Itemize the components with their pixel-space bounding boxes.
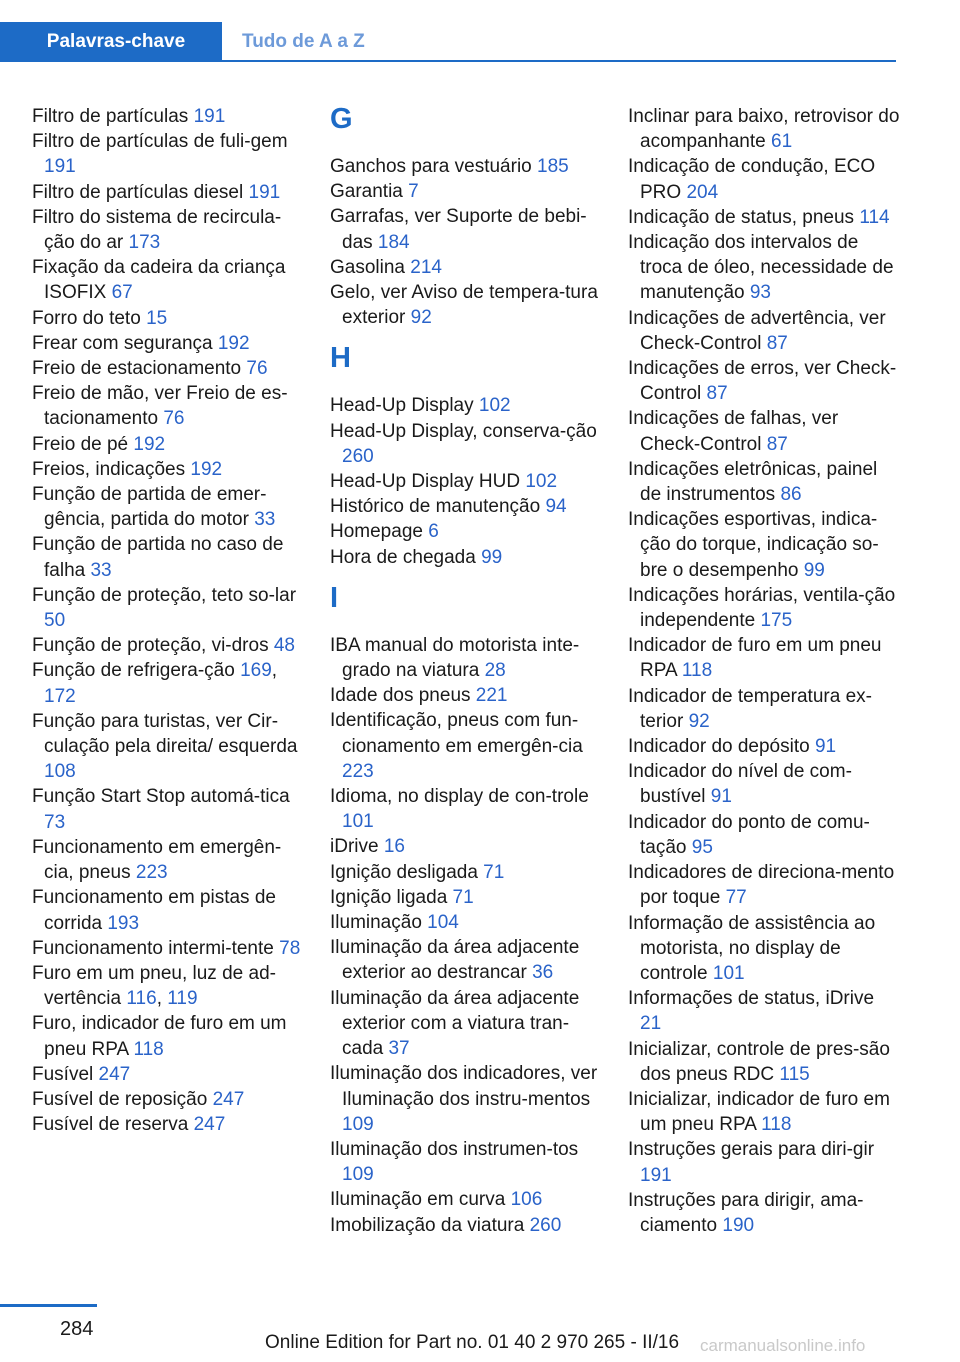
index-entry-text: Filtro de partículas de fuli‐gem <box>32 131 288 153</box>
page-number: 284 <box>60 1318 94 1340</box>
index-entry-text: Garantia <box>330 181 403 203</box>
page-link[interactable]: 87 <box>766 332 788 354</box>
page-link[interactable]: 115 <box>779 1063 810 1085</box>
page-link[interactable]: 247 <box>98 1063 131 1085</box>
index-entry <box>628 230 900 306</box>
page-link[interactable]: 50 <box>44 610 66 632</box>
index-entry-text: Garrafas, ver Suporte de bebi‐das <box>330 206 587 253</box>
index-letter-heading: I <box>330 581 339 614</box>
page-link[interactable]: 36 <box>532 962 554 984</box>
index-entry <box>32 457 304 482</box>
index-entry-text: Funcionamento em emergên‐cia, pneus <box>32 836 282 884</box>
index-entry-text: Indicação dos intervalos de troca de óleo, necessidade de manutenção <box>628 232 894 304</box>
index-entry-text: Iluminação <box>330 912 422 934</box>
header-divider <box>0 60 896 62</box>
index-entry <box>32 331 304 356</box>
index-entry-text: Frear com segurança <box>32 332 213 354</box>
page-link[interactable]: 99 <box>481 546 503 568</box>
index-entry-text: Indicações horárias, ventila‐ção independente <box>628 584 896 632</box>
index-entry-text: Imobilização da viatura <box>330 1214 525 1236</box>
index-entry <box>628 759 900 809</box>
page-link[interactable]: 191 <box>640 1164 672 1186</box>
index-entry-text: Hora de chegada <box>330 546 476 568</box>
index-entry <box>628 104 900 154</box>
page-link[interactable]: 175 <box>760 610 793 632</box>
index-entry <box>32 381 304 431</box>
index-entry-text: Função para turistas, ver Cir‐culação pela direita/ esquerda <box>32 710 298 758</box>
page-link[interactable]: 48 <box>273 635 295 657</box>
page-link[interactable]: 37 <box>388 1038 410 1060</box>
index-entry <box>330 179 602 204</box>
index-letter-heading: H <box>330 342 351 375</box>
page-link[interactable]: 102 <box>525 471 558 493</box>
page-link[interactable]: 260 <box>342 445 374 467</box>
index-entry <box>628 633 900 683</box>
page-link[interactable]: 15 <box>146 307 168 329</box>
index-entry <box>32 306 304 331</box>
index-entry <box>32 784 304 834</box>
page-link[interactable]: 221 <box>475 685 508 707</box>
index-entry <box>330 280 602 330</box>
index-entry <box>628 684 900 734</box>
page-link[interactable]: 118 <box>681 660 713 682</box>
index-entry-text: IBA manual do motorista inte‐grado na viatura <box>330 634 580 682</box>
index-entry-text: Função de proteção, teto so‐lar <box>32 584 297 606</box>
index-entry-text: Gasolina <box>330 256 405 278</box>
page-link[interactable]: 104 <box>427 912 459 934</box>
index-entry <box>32 885 304 935</box>
page-link[interactable]: 91 <box>710 786 732 808</box>
page-link[interactable]: 101 <box>712 962 745 984</box>
index-entry-text: iDrive <box>330 836 379 858</box>
index-entry <box>32 255 304 305</box>
page-link[interactable]: 91 <box>814 736 837 758</box>
index-entry-text: Indicador de furo em um pneu RPA <box>628 635 882 682</box>
index-entry-text: Informações de status, iDrive <box>628 988 875 1010</box>
index-letter-heading: G <box>330 103 353 135</box>
page-link[interactable]: 108 <box>44 761 76 783</box>
index-entry <box>628 1037 900 1087</box>
index-entry-text: Indicações de erros, ver Check-Control <box>628 358 897 405</box>
index-entry <box>330 1137 602 1187</box>
index-entry-text: Iluminação dos instrumen‐tos <box>330 1138 579 1160</box>
page-link[interactable]: 191 <box>193 106 226 127</box>
index-entry-text: Freios, indicações <box>32 458 186 480</box>
index-entry-text: Indicações eletrônicas, painel de instrumentos <box>628 458 878 506</box>
page-link[interactable]: 76 <box>246 358 268 380</box>
page-link[interactable]: 172 <box>44 685 76 707</box>
page-link[interactable]: 86 <box>780 484 802 506</box>
index-entry <box>32 1087 304 1112</box>
index-entry <box>32 936 304 961</box>
watermark: carmanualsonline.info <box>700 1336 866 1355</box>
index-entry-text: Ignição desligada <box>330 861 478 883</box>
index-column-2 <box>330 104 602 1238</box>
page-link[interactable]: 173 <box>128 232 161 254</box>
index-entry <box>628 583 900 633</box>
footer-accent-line <box>0 1304 97 1307</box>
page-header <box>0 0 960 62</box>
page-link[interactable]: 223 <box>135 862 168 884</box>
index-entry <box>628 734 900 759</box>
index-entry-text: Iluminação da área adjacente exterior com a viatura tran‐cada <box>330 987 580 1060</box>
index-entry <box>32 583 304 633</box>
index-entry: Furo em um pneu, luz de ad‐vertência 116, 119 <box>32 962 276 1010</box>
page-link[interactable]: 204 <box>686 181 719 203</box>
page-link[interactable]: 223 <box>342 760 374 782</box>
index-entry <box>628 1188 900 1238</box>
index-entry <box>628 306 900 356</box>
index-entry <box>628 457 900 507</box>
index-entry-text: Idioma, no display de con‐trole <box>330 786 589 808</box>
page-link[interactable]: 192 <box>217 332 250 354</box>
index-entry-text: Head-Up Display, conserva‐ção <box>330 420 597 442</box>
index-entry <box>330 154 602 179</box>
index-entry-text: Ganchos para vestuário <box>330 156 532 177</box>
index-entry-text: Filtro de partículas <box>32 106 189 127</box>
index-entry-text: Inclinar para baixo, retrovisor do acompanhante <box>628 106 900 153</box>
index-entry-text: Filtro do sistema de recircula‐ção do ar <box>32 206 282 254</box>
index-entry: Função de refrigera‐ção 169, 172 <box>32 660 278 707</box>
index-entry <box>32 482 304 532</box>
page-link[interactable]: 67 <box>111 282 133 304</box>
index-entry-text: Inicializar, indicador de furo em um pneu RPA <box>628 1088 890 1136</box>
index-entry <box>330 683 602 708</box>
page-link[interactable]: 116 <box>126 988 157 1010</box>
index-entry-text: Fusível <box>32 1063 94 1085</box>
index-entry <box>330 1187 602 1212</box>
index-entry-text: Fusível de reposição <box>32 1088 208 1110</box>
index-entry <box>330 708 602 784</box>
index-entry <box>330 393 602 418</box>
page-link[interactable]: 169 <box>240 660 272 682</box>
page-link[interactable]: 33 <box>254 509 276 531</box>
page-link[interactable]: 102 <box>478 395 511 417</box>
page-link[interactable]: 71 <box>452 886 474 908</box>
index-entry-text: Furo, indicador de furo em um pneu RPA <box>32 1013 287 1060</box>
index-entry <box>628 1137 900 1187</box>
page-link[interactable]: 118 <box>761 1114 792 1136</box>
page-link[interactable]: 247 <box>193 1114 226 1136</box>
page-link[interactable]: 77 <box>725 887 747 909</box>
index-entry-text: Indicações de falhas, ver Check-Control <box>628 408 839 455</box>
index-entry <box>330 545 602 570</box>
page-link[interactable]: 118 <box>133 1038 164 1060</box>
index-entry <box>628 1087 900 1137</box>
index-entry <box>32 1112 304 1137</box>
page-link[interactable]: 16 <box>383 836 405 858</box>
page-link[interactable]: 28 <box>484 660 506 682</box>
index-entry-text: Forro do teto <box>32 307 141 329</box>
page-link[interactable]: 247 <box>212 1088 245 1110</box>
index-entry <box>32 532 304 582</box>
index-entry <box>32 709 304 785</box>
index-entry <box>628 205 900 230</box>
page-link[interactable]: 106 <box>510 1189 543 1211</box>
index-entry <box>330 469 602 494</box>
index-entry-text: Idade dos pneus <box>330 685 471 707</box>
page-link[interactable]: 6 <box>428 521 439 543</box>
index-entry-text: Indicação de condução, ECO PRO <box>628 156 876 203</box>
page-link[interactable]: 119 <box>167 988 198 1010</box>
index-entry-text: Função de partida de emer‐gência, partida do motor <box>32 484 267 531</box>
index-entry-text: Indicador de temperatura ex‐terior <box>628 685 872 732</box>
index-entry-text: Instruções para dirigir, ama‐ciamento <box>628 1189 864 1236</box>
index-entry <box>32 835 304 885</box>
index-entry-text: Funcionamento em pistas de corrida <box>32 887 276 934</box>
index-entry-text: Furo em um pneu, luz de ad‐vertência <box>32 962 276 1010</box>
page-link[interactable]: 87 <box>706 383 728 405</box>
index-entry-text: Freio de mão, ver Freio de es‐tacionamento <box>32 383 288 430</box>
index-entry-text: Indicador do nível de com‐bustível <box>628 761 852 808</box>
index-entry <box>330 519 602 544</box>
edition-note: Online Edition for Part no. 01 40 2 970 265 - II/16 <box>265 1332 680 1353</box>
index-entry-text: Função Start Stop automá‐tica <box>32 786 290 808</box>
index-entry <box>628 507 900 583</box>
index-entry-text: Indicador do ponto de comu‐tação <box>628 811 870 858</box>
page-link[interactable]: 184 <box>377 231 410 253</box>
index-entry-text: Iluminação da área adjacente exterior ao destrancar <box>330 937 580 984</box>
page-link[interactable]: 192 <box>133 433 166 455</box>
index-entry-text: Ignição ligada <box>330 886 448 908</box>
index-entry <box>330 255 602 280</box>
index-entry-text: Histórico de manutenção <box>330 496 541 518</box>
page-link[interactable]: 71 <box>483 861 505 883</box>
index-entry-text: Iluminação dos indicadores, ver Iluminação dos instru‐mentos <box>330 1063 598 1110</box>
index-entry-text: Indicações de advertência, ver Check-Control <box>628 307 886 354</box>
index-entry <box>628 986 900 1036</box>
page-link[interactable]: 92 <box>688 710 710 732</box>
page-link[interactable]: 190 <box>722 1214 755 1236</box>
index-entry <box>330 885 602 910</box>
index-entry-text: Iluminação em curva <box>330 1189 506 1211</box>
index-entry <box>32 104 304 129</box>
index-entry-text: Funcionamento intermi‐tente <box>32 937 274 959</box>
index-entry-text: Indicação de status, pneus <box>628 206 855 228</box>
index-entry <box>330 633 602 683</box>
index-entry <box>330 419 602 469</box>
index-entry <box>628 810 900 860</box>
page-link[interactable]: 193 <box>107 912 140 934</box>
index-entry <box>628 154 900 204</box>
page-link[interactable]: 87 <box>766 433 788 455</box>
index-entry <box>330 986 602 1062</box>
index-entry <box>330 1061 602 1137</box>
index-entry <box>32 205 304 255</box>
index-entry-text: Instruções gerais para diri‐gir <box>628 1139 875 1161</box>
index-entry-text: Informação de assistência ao motorista, no display de controle <box>628 912 876 984</box>
index-entry-text: Identificação, pneus com fun‐cionamento em emergên‐cia <box>330 710 583 757</box>
index-entry-text: Freio de pé <box>32 433 129 455</box>
index-entry <box>32 1062 304 1087</box>
page-link[interactable]: 33 <box>90 559 112 581</box>
page-link[interactable]: 92 <box>410 307 432 329</box>
index-entry-text: Indicadores de direciona‐mento por toque <box>628 862 895 909</box>
index-entry <box>330 494 602 519</box>
index-entry <box>32 356 304 381</box>
page-link[interactable]: 76 <box>163 408 185 430</box>
index-entry-text: Freio de estacionamento <box>32 358 242 380</box>
page-link[interactable]: 109 <box>342 1113 374 1135</box>
index-column-1 <box>32 104 304 1137</box>
page-link[interactable]: 185 <box>537 156 569 177</box>
page-link[interactable]: 95 <box>691 836 713 858</box>
page-link[interactable]: 260 <box>529 1214 562 1236</box>
index-entry <box>628 911 900 987</box>
page-link[interactable]: 7 <box>408 181 419 203</box>
index-column-3 <box>628 104 900 1238</box>
index-entry-text: Função de refrigera‐ção <box>32 660 235 682</box>
tab-tudo-de-a-a-z[interactable]: Tudo de A a Z <box>242 31 365 52</box>
index-entry-text: Indicador do depósito <box>628 736 810 758</box>
index-entry-text: Indicações esportivas, indica‐ção do torque, indicação so‐bre o desempenho <box>628 509 879 581</box>
page-link[interactable]: 109 <box>342 1164 374 1186</box>
index-entry <box>32 633 304 658</box>
page-link[interactable]: 94 <box>545 496 567 518</box>
index-entry <box>330 1213 602 1238</box>
page-link[interactable]: 73 <box>44 811 66 833</box>
index-entry-text: Homepage <box>330 521 423 543</box>
index-entry <box>32 180 304 205</box>
index-entry <box>330 910 602 935</box>
index-entry <box>330 860 602 885</box>
page-link[interactable]: 21 <box>640 1013 662 1035</box>
tab-palavras-chave[interactable]: Palavras-chave <box>0 22 222 62</box>
index-entry-text: Fusível de reserva <box>32 1114 189 1136</box>
page-link[interactable]: 214 <box>410 256 442 278</box>
page-link[interactable]: 192 <box>190 458 223 480</box>
index-entry-text: Head-Up Display HUD <box>330 471 521 493</box>
index-entry-text: Inicializar, controle de pres‐são dos pneus RDC <box>628 1038 890 1085</box>
index-entry <box>628 406 900 456</box>
page-link[interactable]: 191 <box>44 156 76 178</box>
page-link[interactable]: 99 <box>803 559 825 581</box>
index-entry <box>32 432 304 457</box>
index-entry-text: Gelo, ver Aviso de tempera‐tura exterior <box>330 282 598 329</box>
index-entry <box>32 129 304 179</box>
index-entry <box>32 1011 304 1061</box>
page-link[interactable]: 114 <box>859 206 890 228</box>
index-entry <box>330 834 602 859</box>
index-entry-text: Função de proteção, vi‐dros <box>32 635 269 657</box>
index-entry <box>330 784 602 834</box>
page-link[interactable]: 61 <box>771 131 793 153</box>
page-link[interactable]: 101 <box>342 811 374 833</box>
index-entry-text: Filtro de partículas diesel <box>32 181 244 203</box>
page-link[interactable]: 191 <box>248 181 281 203</box>
index-entry <box>330 204 602 254</box>
index-entry-text: Head-Up Display <box>330 395 474 417</box>
index-entry <box>628 356 900 406</box>
index-entry <box>330 935 602 985</box>
page-link[interactable]: 93 <box>749 282 771 304</box>
index-entry-text: Função de partida no caso de falha <box>32 534 284 581</box>
index-entry <box>628 860 900 910</box>
index-entry-text: Fixação da cadeira da criança ISOFIX <box>32 257 286 304</box>
page-link[interactable]: 78 <box>279 937 301 959</box>
